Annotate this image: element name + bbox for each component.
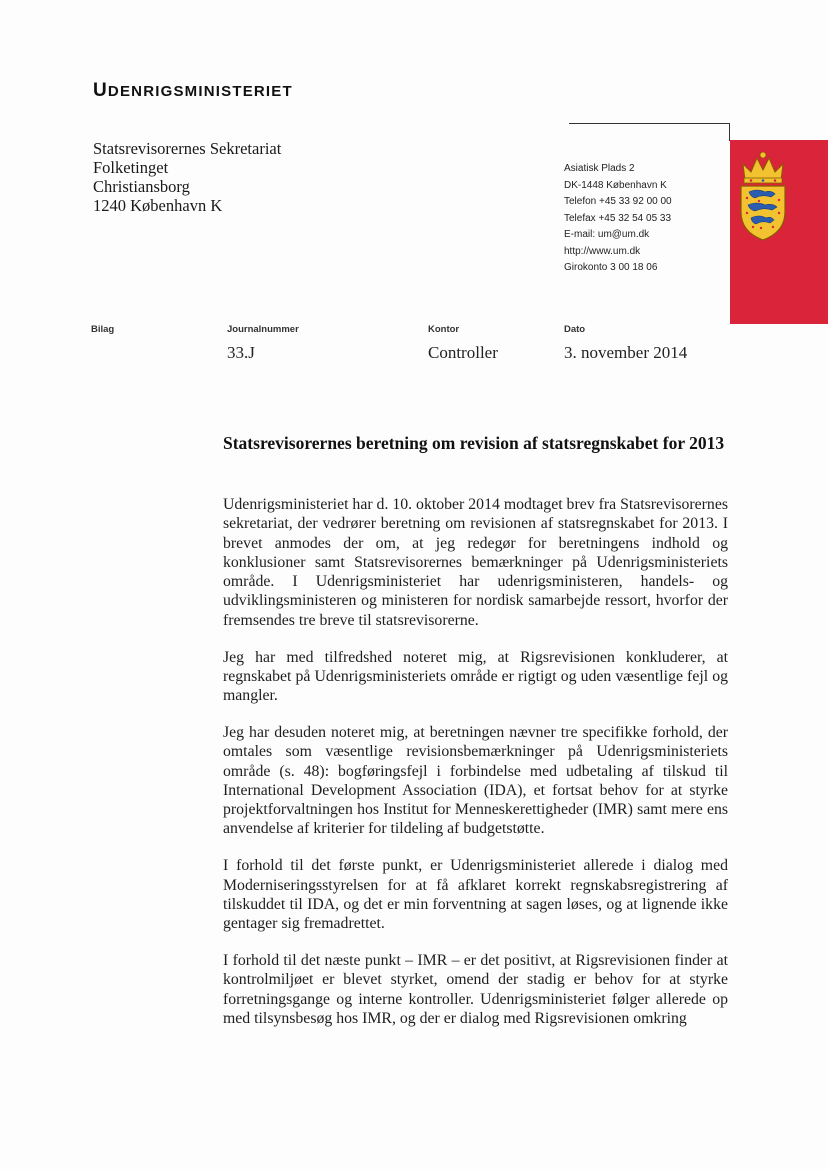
address-giro: Girokonto 3 00 18 06 xyxy=(564,262,658,273)
recipient-line: Folketinget xyxy=(93,158,169,177)
attachments-label: Bilag xyxy=(91,324,115,335)
address-postal: DK-1448 København K xyxy=(564,179,667,191)
address-email: E-mail: um@um.dk xyxy=(564,229,650,240)
address-phone: Telefon +45 33 92 00 00 xyxy=(564,196,672,207)
recipient-line: Christiansborg xyxy=(93,177,190,196)
body-paragraph: I forhold til det næste punkt – IMR – er det positivt, at Rigsrevisionen finder at kontrolmiljøet er blevet styrket, omend der stadig er behov for at styrke forretningsgange og interne kontroller. Udenrigsministeriet følger allerede op med tilsynsbesøg hos IMR, og der er dialog med Rigsrevisionen omkring xyxy=(223,951,728,1027)
ministry-logo-text xyxy=(93,80,293,102)
address-web: http://www.um.dk xyxy=(564,245,641,257)
header-rule xyxy=(569,123,729,124)
journal-number-value: 33.J xyxy=(227,343,255,362)
sender-address xyxy=(564,161,672,277)
recipient-line: 1240 København K xyxy=(93,196,223,215)
letter-title: Statsrevisorernes beretning om revision af statsregnskabet for 2013 xyxy=(223,433,725,453)
office-value: Controller xyxy=(428,343,498,362)
recipient-line: Statsrevisorernes Sekretariat xyxy=(93,139,282,158)
date-label: Dato xyxy=(564,324,586,335)
ministry-initial: U xyxy=(93,80,108,101)
body-paragraph: Udenrigsministeriet har d. 10. oktober 2014 modtaget brev fra Statsrevisorernes sekretariat, der vedrører beretning om revisionen af statsregnskabet for 2013. I brevet anmodes der om, at jeg redegør for beretningens indhold og konklusioner samt Statsrevisorernes bemærkninger på Udenrigsministeriets område. I Udenrigsministeriet har udenrigsministeren, handels- og udviklingsministeren og ministeren for nordisk samarbejde ressort, hvorfor der fremsendes tre breve til statsrevisorerne. xyxy=(223,496,728,629)
ministry-name: DENRIGSMINISTERIET xyxy=(107,83,293,100)
body-paragraph: Jeg har desuden noteret mig, at beretningen nævner tre specifikke forhold, der omtales som væsentlige revisionsbemærkninger på Udenrigsministeriets område (s. 48): bogføringsfejl i forbindelse med udbetaling af tilskud til International Development Association (IDA), et fortsat behov for at styrke projektforvaltningen hos Institut for Menneskerettigheder (IMR) samt mere ens anvendelse af kriterier for tildeling af budgetstøtte. xyxy=(223,723,728,838)
body-paragraph: Jeg har med tilfredshed noteret mig, at Rigsrevisionen konkluderer, at regnskabet på Udenrigsministeriets område er rigtigt og uden væsentlige fejl og mangler. xyxy=(223,648,728,705)
recipient-address xyxy=(93,139,281,215)
letter-body xyxy=(223,495,728,1046)
coat-of-arms-icon xyxy=(735,150,791,242)
header-rule-tick xyxy=(729,123,730,141)
address-street: Asiatisk Plads 2 xyxy=(564,163,635,174)
journal-number-label: Journalnummer xyxy=(227,324,299,335)
office-label: Kontor xyxy=(428,324,460,335)
address-fax: Telefax +45 32 54 05 33 xyxy=(564,212,672,224)
body-paragraph: I forhold til det første punkt, er Udenrigsministeriet allerede i dialog med Moderniseringsstyrelsen for at få afklaret korrekt regnskabsregistrering af tilskuddet til IDA, og det er min forventning at sagen løses, og at lignende ikke gentager sig fremadrettet. xyxy=(223,857,728,933)
date-value: 3. november 2014 xyxy=(564,343,688,362)
